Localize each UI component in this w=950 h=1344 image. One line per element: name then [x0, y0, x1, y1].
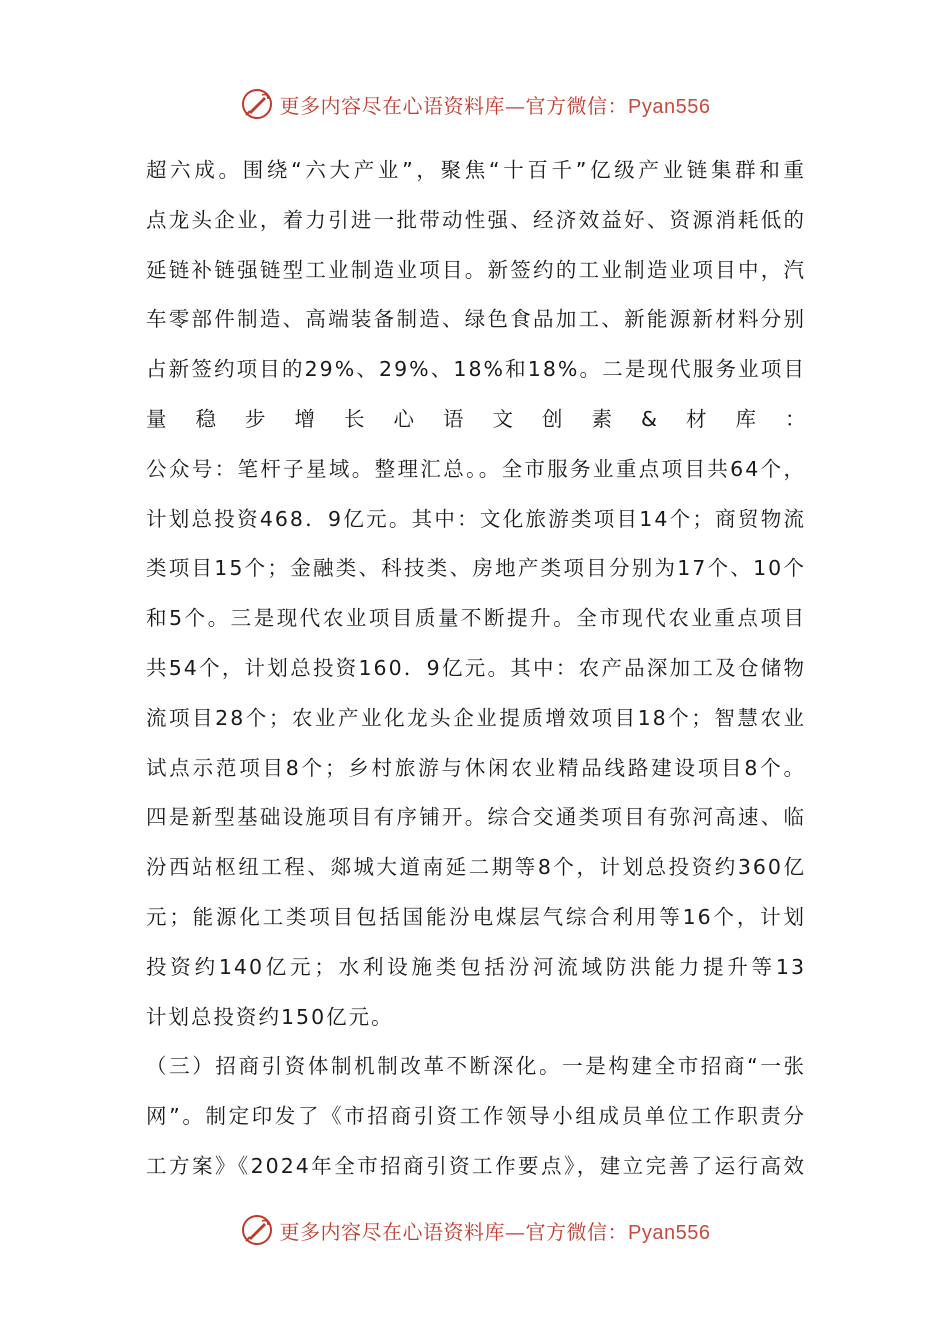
body-line: 元；能源化工类项目包括国能汾电煤层气综合利用等16个，计划	[146, 904, 806, 929]
body-line: 网”。制定印发了《市招商引资工作领导小组成员单位工作职责分	[146, 1104, 806, 1129]
wechat-id: Pyan556	[628, 1221, 711, 1244]
body-line: 共54个，计划总投资160．9亿元。其中：农产品深加工及仓储物	[146, 655, 806, 680]
body-line: 点龙头企业，着力引进一批带动性强、经济效益好、资源消耗低的	[146, 207, 806, 232]
body-line: 投资约140亿元；水利设施类包括汾河流域防洪能力提升等13	[146, 954, 806, 979]
body-line: 延链补链强链型工业制造业项目。新签约的工业制造业项目中，汽	[146, 257, 806, 282]
body-line: 公众号：笔杆子星域。整理汇总。。全市服务业重点项目共64个，	[146, 456, 806, 481]
body-line: 车零部件制造、高端装备制造、绿色食品加工、新能源新材料分别	[146, 307, 806, 332]
body-line: 工方案》《2024年全市招商引资工作要点》，建立完善了运行高效	[146, 1153, 806, 1178]
banner-slogan-text: 更多内容尽在心语资料库—官方微信：	[279, 93, 629, 118]
quill-logo-icon	[240, 1213, 274, 1247]
body-line: 超六成。围绕“六大产业”，聚焦“十百千”亿级产业链集群和重	[146, 158, 806, 182]
wechat-id: Pyan556	[628, 95, 711, 118]
header-banner	[0, 84, 950, 124]
body-line: 计划总投资468．9亿元。其中：文化旅游类项目14个；商贸物流	[146, 506, 806, 531]
quill-logo-icon	[240, 87, 274, 121]
document-body	[146, 146, 806, 1192]
footer-banner	[0, 1210, 950, 1250]
body-line: 流项目28个；农业产业化龙头企业提质增效项目18个；智慧农业	[146, 705, 806, 730]
body-line: 类项目15个；金融类、科技类、房地产类项目分别为17个、10个	[146, 556, 806, 581]
body-line: 计划总投资约150亿元。	[146, 1004, 394, 1029]
body-line: 四是新型基础设施项目有序铺开。综合交通类项目有弥河高速、临	[146, 805, 806, 830]
body-line: 和5个。三是现代农业项目质量不断提升。全市现代农业重点项目	[146, 606, 806, 631]
banner-slogan	[280, 90, 711, 119]
banner-slogan-text: 更多内容尽在心语资料库—官方微信：	[279, 1219, 629, 1244]
body-line: 汾西站枢纽工程、郯城大道南延二期等8个，计划总投资约360亿	[146, 855, 806, 880]
body-line: （三）招商引资体制机制改革不断深化。一是构建全市招商“一张	[146, 1054, 806, 1079]
banner-slogan	[280, 1216, 711, 1245]
body-line: 试点示范项目8个；乡村旅游与休闲农业精品线路建设项目8个。	[146, 755, 806, 780]
body-line: 占新签约项目的29%、29%、18%和18%。二是现代服务业项目	[146, 357, 806, 382]
body-line: 量稳步增长心语文创素&材库：	[146, 406, 806, 431]
